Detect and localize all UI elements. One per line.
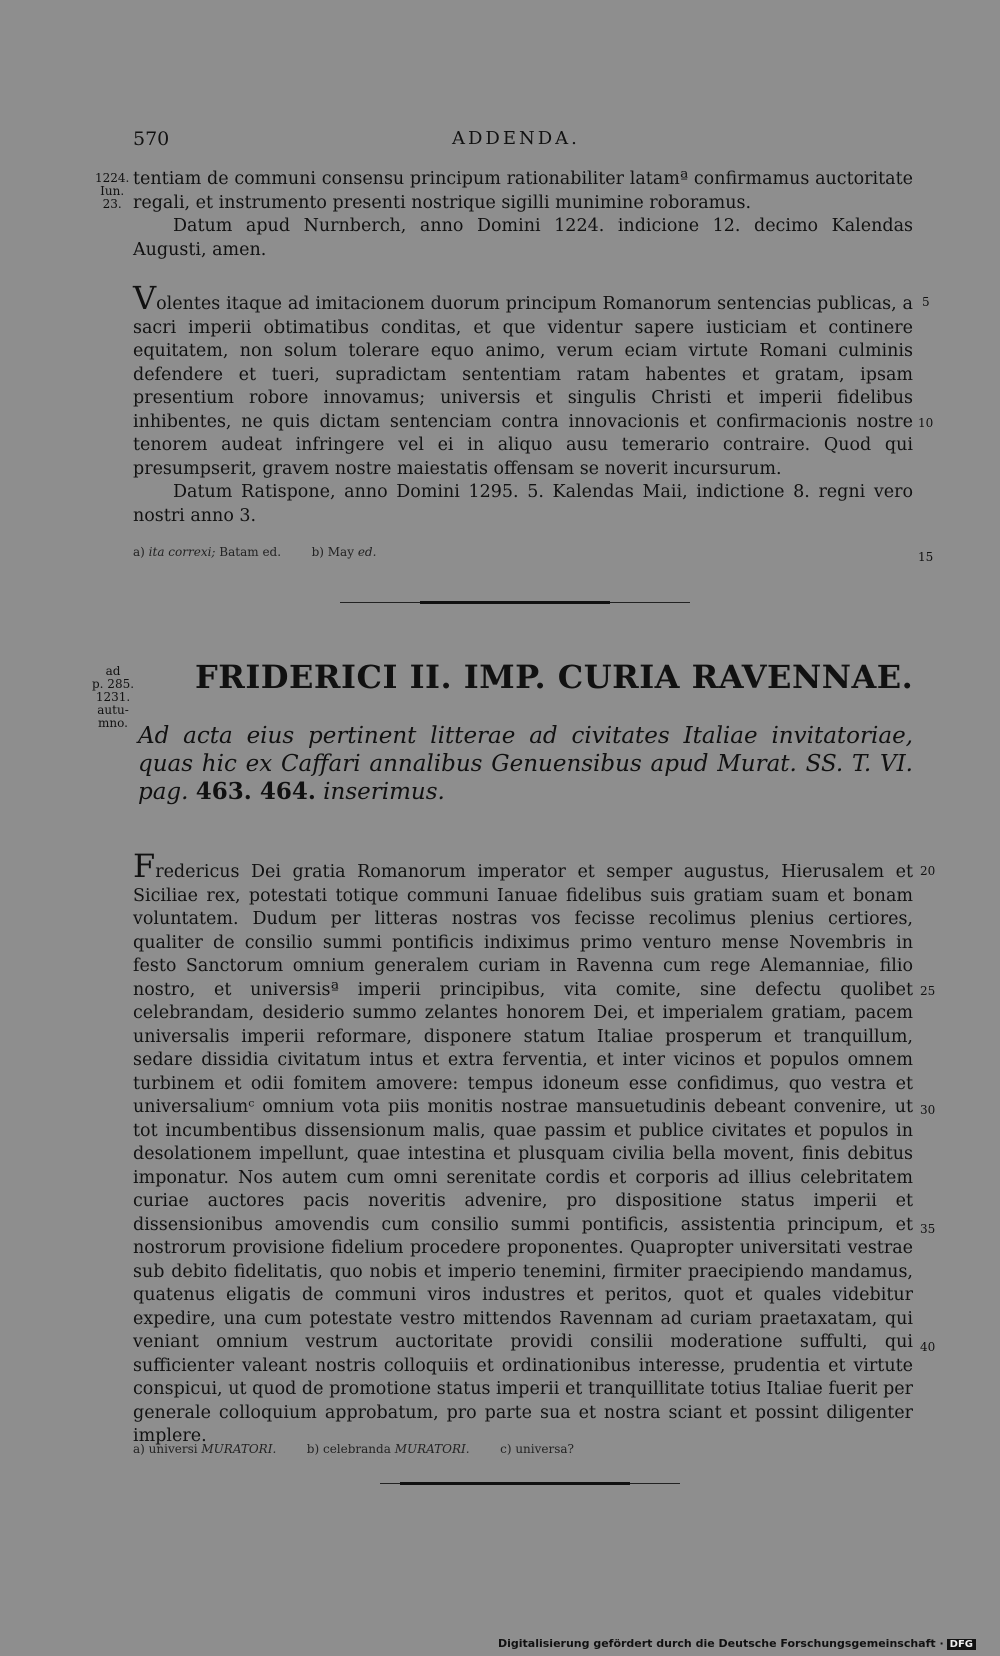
dropcap-f: F: [133, 847, 156, 885]
section-heading: FRIDERICI II. IMP. CURIA RAVENNAE.: [195, 658, 914, 696]
line-number: 25: [920, 984, 936, 998]
separator-rule-bold: [400, 1482, 630, 1485]
document-3-text: Fredericus Dei gratia Romanorum imperator et semper augustus, Hierusalem et Siciliae rex, potestati totique communi Ianuae fidelibus suis gratiam suam et bonam voluntatem. Dudum per litteras nostras vos fecisse recolimus plenius certiores, qualiter de consilio summi pontificis indiximus primo venturo mense Novembris in festo Sanctorum omnium generalem curiam in Ravenna cum rege Alemanniae, filio nostro, et universisª imperii principibus, vita comite, sine defectu quolibet celebrandam, desiderio summo zelantes honorem Dei, et imperialem gratiam, pacem universalis imperii reformare, disponere statum Italiae prosperum et tranquillum, sedare dissidia civitatum intus et extra ferventia, et inter vicinos et populos omnem turbinem et odii fomitem amovere: tempus idoneum esse confidimus, quo vestra et universaliumᶜ omnium vota piis monitis nostrae mansuetudinis debeant convenire, ut tot incumbentibus dissensionum malis, quae passim et publice civitates et populos in desolationem impellunt, quae intestina et plusquam civilia bella movent, finis debitus imponatur. Nos autem cum omni serenitate cordis et corporis ad illius celebritatem curiae auctores pacis noveritis advenire, pro dispositione status imperii et dissensionibus amovendis cum consilio summi pontificis, assistentia principum, et nostrorum provisione fidelium procedere proponentes. Quapropter universitati vestrae sub debito fidelitatis, quo nobis et imperio tenemini, firmiter praecipiendo mandamus, quatenus eligatis de communi viros industres et peritos, quot et quales videbitur expedire, una cum potestate vestro mittendos Ravennam ad curiam praetaxatam, qui veniant omnium vestrum auctoritate providi consilii moderatione suffulti, qui sufficienter valeant nostris colloquiis et ordinationibus interesse, prudentia et virtute conspicui, ut quod de promotione status imperii et tranquillitate totius Italiae fuerit per generale colloquium approbatum, pro parte sua et nostra sciant et possint diligenter implere.: [133, 847, 913, 1446]
document-1-text: [133, 168, 913, 262]
doc1-paragraph-2: Datum apud Nurnberch, anno Domini 1224. indicione 12. decimo Kalendas Augusti, amen.: [133, 216, 913, 260]
line-number: 20: [920, 864, 936, 878]
digitization-credit: Digitalisierung gefördert durch die Deutsche Forschungsgemeinschaft · DFG: [498, 1637, 976, 1650]
line-number: 30: [920, 1103, 936, 1117]
line-number: 40: [920, 1340, 936, 1354]
doc2-date-line: Datum Ratispone, anno Domini 1295. 5. Kalendas Maii, indictione 8. regni vero nostri anno 3.: [133, 482, 913, 526]
section-intro: Ad acta eius pertinent litterae ad civitates Italiae invitatoriae, quas hic ex Caffari annalibus Genuensibus apud Murat. SS. T. VI. pag. 463. 464. inserimus.: [138, 723, 913, 805]
document-2-text: Volentes itaque ad imitacionem duorum principum Romanorum sentencias publicas, a sacri imperii obtimatibus conditas, et que videntur sapere iusticiam et continere equitatem, non solum tolerare equo animo, verum eciam virtute Romani culminis defendere et tueri, supradictam sententiam ratam habentes et gratam, ipsam presentium robore innovamus; universis et singulis Christi et imperii fidelibus inhibentes, ne quis dictam sentenciam contra innovacionis et confirmacionis nostre tenorem audeat infringere vel ei in aliquo ausu temerario contraire. Quod qui presumpserit, gravem nostre maiestatis offensam se noverit incursurum. Datum Ratispone, anno Domini 1295. 5. Kalendas Maii, indictione 8. regni vero nostri anno 3.: [133, 288, 913, 528]
separator-rule-bold: [420, 601, 610, 604]
margin-reference: ad p. 285. 1231. autu- mno.: [92, 664, 135, 730]
footnotes-doc3: a) universi MURATORI. b) celebranda MURATORI. c) universa?: [133, 1442, 574, 1456]
page-number: 570: [133, 128, 170, 150]
line-number: 5: [922, 295, 930, 309]
line-number: 15: [918, 550, 934, 564]
line-number: 10: [918, 416, 934, 430]
line-number: 35: [920, 1222, 936, 1236]
dropcap-v: V: [133, 279, 157, 317]
footnotes-doc2: a) ita correxi; Batam ed. b) May ed.: [133, 545, 377, 559]
doc1-paragraph-1: tentiam de communi consensu principum rationabiliter latamª confirmamus auctoritate regali, et instrumento presenti nostrique sigilli munimine roboramus.: [133, 169, 913, 213]
dfg-logo: DFG: [947, 1639, 976, 1650]
running-title: ADDENDA.: [452, 128, 580, 149]
margin-date-1: 1224. Iun. 23.: [95, 171, 130, 211]
